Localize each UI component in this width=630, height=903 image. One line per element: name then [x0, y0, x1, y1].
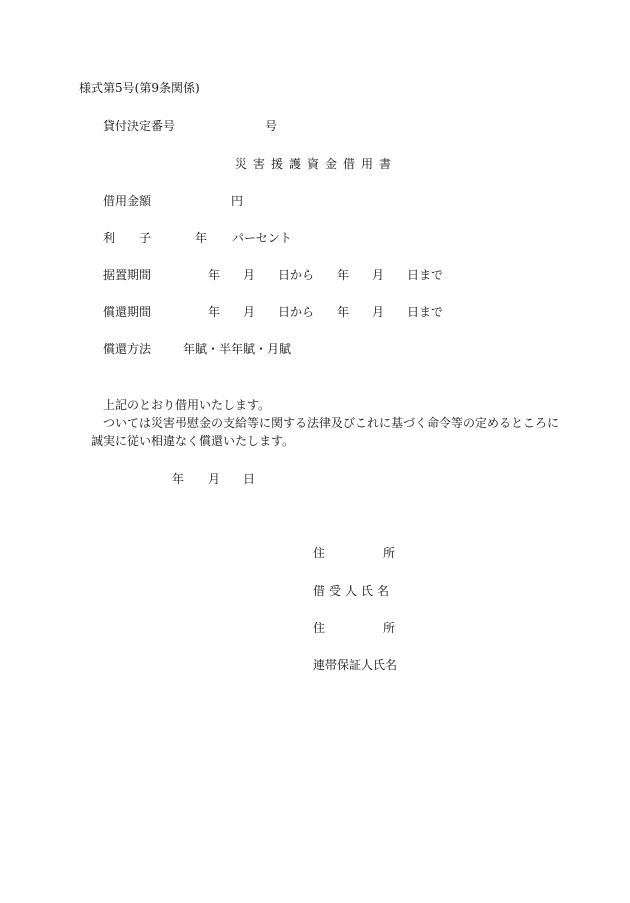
guarantor-address-label-part2: 所: [383, 621, 396, 635]
form-number: 様式第5号(第9条関係): [79, 81, 200, 95]
deferment-end-year: 年: [337, 268, 350, 282]
repayment-end-year: 年: [337, 305, 350, 319]
amount-unit: 円: [231, 194, 244, 208]
borrower-address-label-part1: 住: [313, 546, 326, 560]
deferment-label: 据置期間: [103, 268, 152, 282]
date-day: 日: [243, 472, 256, 486]
method-label: 償還方法: [103, 342, 152, 356]
decision-number-label: 貸付決定番号: [103, 119, 176, 133]
repayment-start-day: 日から: [278, 305, 315, 319]
deferment-start-day: 日から: [278, 268, 315, 282]
body-line-1: 上記のとおり借用いたします。: [103, 398, 271, 412]
guarantor-name-label: 連帯保証人氏名: [313, 658, 398, 672]
repayment-start-month: 月: [243, 305, 256, 319]
interest-label-part2: 子: [139, 231, 152, 245]
interest-percent: パーセント: [232, 231, 292, 245]
interest-year: 年: [195, 231, 208, 245]
repayment-start-year: 年: [208, 305, 221, 319]
date-year: 年: [172, 472, 185, 486]
deferment-end-month: 月: [372, 268, 385, 282]
decision-number-suffix: 号: [265, 119, 278, 133]
amount-label: 借用金額: [103, 194, 152, 208]
document-title: 災害援護資金借用書: [235, 157, 398, 171]
body-line-3: 誠実に従い相違なく償還いたします。: [91, 434, 295, 448]
deferment-start-month: 月: [243, 268, 256, 282]
borrower-address-label-part2: 所: [383, 546, 396, 560]
repayment-end-day: 日まで: [407, 305, 444, 319]
deferment-end-day: 日まで: [407, 268, 444, 282]
method-value: 年賦・半年賦・月賦: [183, 342, 292, 356]
repayment-label: 償還期間: [103, 305, 152, 319]
repayment-end-month: 月: [372, 305, 385, 319]
guarantor-address-label-part1: 住: [313, 621, 326, 635]
borrower-name-label: 借受人氏名: [313, 584, 394, 598]
interest-label-part1: 利: [103, 231, 116, 245]
body-line-2: ついては災害弔慰金の支給等に関する法律及びこれに基づく命令等の定めるところに: [103, 416, 560, 430]
deferment-start-year: 年: [208, 268, 221, 282]
date-month: 月: [208, 472, 221, 486]
